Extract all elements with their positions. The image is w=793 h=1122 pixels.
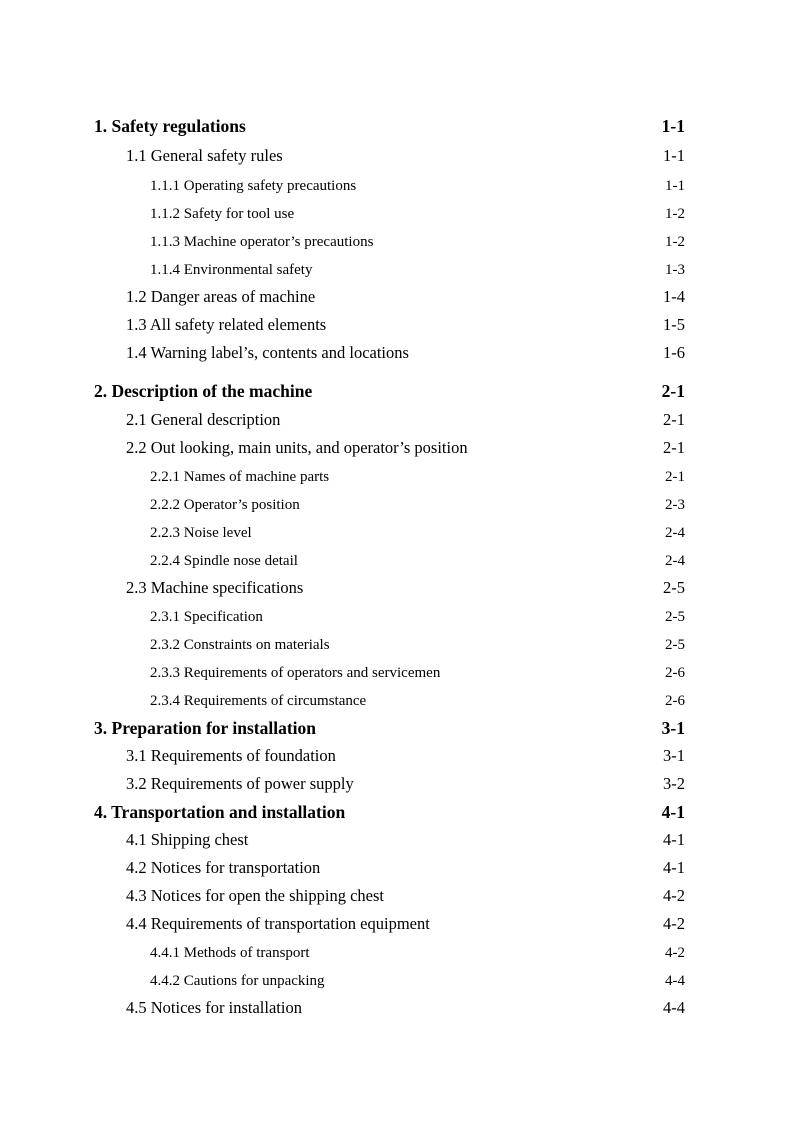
toc-entry-page: 1-1 — [663, 146, 685, 165]
toc-entry[interactable] — [0, 714, 793, 742]
toc-entry[interactable] — [0, 112, 793, 140]
toc-entry-page: 2-5 — [665, 637, 685, 653]
toc-entry-title: 2. Description of the machine — [94, 381, 313, 401]
toc-entry-page: 1-3 — [665, 262, 685, 278]
toc-entry-page: 4-1 — [661, 802, 685, 822]
toc-entry-title: 3. Preparation for installation — [94, 718, 316, 738]
toc-entry[interactable] — [0, 631, 793, 659]
toc-entry-page: 4-4 — [663, 998, 685, 1017]
toc-entry[interactable] — [0, 172, 793, 200]
toc-entry-page: 4-4 — [665, 973, 685, 989]
toc-entry-page: 2-3 — [665, 497, 685, 513]
toc-entry-title: 4.4.2 Cautions for unpacking — [150, 973, 325, 989]
toc-entry[interactable] — [0, 491, 793, 519]
toc-entry-page: 1-4 — [663, 287, 685, 306]
toc-entry[interactable] — [0, 519, 793, 547]
toc-entry-page: 4-1 — [663, 830, 685, 849]
toc-entry-title: 1.1.2 Safety for tool use — [150, 206, 295, 222]
toc-entry[interactable] — [0, 200, 793, 228]
toc-entry-title: 3.2 Requirements of power supply — [126, 774, 354, 793]
toc-entry-title: 4.2 Notices for transportation — [126, 858, 321, 877]
toc-entry[interactable] — [0, 798, 793, 826]
toc-entry-title: 2.2.2 Operator’s position — [150, 497, 300, 513]
toc-entry[interactable] — [0, 142, 793, 170]
toc-entry[interactable] — [0, 742, 793, 770]
toc-entry[interactable] — [0, 463, 793, 491]
toc-entry[interactable] — [0, 406, 793, 434]
toc-entry[interactable] — [0, 311, 793, 339]
toc-entry[interactable] — [0, 603, 793, 631]
toc-entry[interactable] — [0, 967, 793, 995]
toc-entry-title: 1.1 General safety rules — [126, 146, 283, 165]
toc-entry-title: 2.2.3 Noise level — [150, 525, 252, 541]
toc-entry-title: 2.3.2 Constraints on materials — [150, 637, 330, 653]
toc-entry[interactable] — [0, 228, 793, 256]
toc-entry-title: 2.3.4 Requirements of circumstance — [150, 693, 367, 709]
toc-entry-page: 2-5 — [663, 578, 685, 597]
toc-entry[interactable] — [0, 256, 793, 284]
toc-entry-title: 4.4.1 Methods of transport — [150, 945, 310, 961]
toc-entry-title: 1.1.1 Operating safety precautions — [150, 178, 357, 194]
toc-entry-page: 2-5 — [665, 609, 685, 625]
toc-entry-page: 3-2 — [663, 774, 685, 793]
toc-entry-title: 4. Transportation and installation — [94, 802, 346, 822]
toc-entry-page: 1-6 — [663, 343, 685, 362]
toc-entry-page: 3-1 — [661, 718, 685, 738]
toc-entry[interactable] — [0, 339, 793, 367]
toc-entry-page: 1-1 — [665, 178, 685, 194]
toc-entry[interactable] — [0, 770, 793, 798]
toc-entry-page: 2-1 — [661, 381, 685, 401]
toc-entry-page: 4-2 — [663, 886, 685, 905]
toc-entry-title: 2.2.1 Names of machine parts — [150, 469, 330, 485]
toc-entry-title: 2.3.3 Requirements of operators and servicemen — [150, 665, 441, 681]
toc-entry-page: 1-2 — [665, 206, 685, 222]
toc-entry-page: 4-2 — [665, 945, 685, 961]
toc-entry[interactable] — [0, 939, 793, 967]
toc-entry-page: 2-6 — [665, 693, 685, 709]
toc-entry-title: 2.1 General description — [126, 410, 281, 429]
toc-entry[interactable] — [0, 434, 793, 462]
toc-entry-page: 2-1 — [665, 469, 685, 485]
toc-entry-page: 1-1 — [661, 116, 685, 136]
toc-entry-title: 2.3 Machine specifications — [126, 578, 304, 597]
toc-entry-page: 1-2 — [665, 234, 685, 250]
toc-entry[interactable] — [0, 882, 793, 910]
toc-entry-page: 2-1 — [663, 438, 685, 457]
toc-entry-title: 3.1 Requirements of foundation — [126, 746, 336, 765]
toc-entry[interactable] — [0, 687, 793, 715]
toc-entry[interactable] — [0, 377, 793, 405]
toc-entry-page: 2-4 — [665, 553, 685, 569]
toc-entry[interactable] — [0, 283, 793, 311]
toc-entry-page: 1-5 — [663, 315, 685, 334]
toc-entry-page: 2-1 — [663, 410, 685, 429]
toc-entry-page: 2-6 — [665, 665, 685, 681]
toc-entry-title: 1.3 All safety related elements — [126, 315, 327, 334]
toc-entry[interactable] — [0, 910, 793, 938]
toc-entry[interactable] — [0, 826, 793, 854]
toc-entry[interactable] — [0, 659, 793, 687]
toc-entry[interactable] — [0, 854, 793, 882]
toc-entry-title: 4.3 Notices for open the shipping chest — [126, 886, 384, 905]
toc-entry-title: 2.2 Out looking, main units, and operator’s position — [126, 438, 468, 457]
toc-entry-page: 3-1 — [663, 746, 685, 765]
toc-entry-page: 4-2 — [663, 914, 685, 933]
toc-entry[interactable] — [0, 574, 793, 602]
toc-entry-title: 4.4 Requirements of transportation equipment — [126, 914, 430, 933]
toc-entry-title: 2.3.1 Specification — [150, 609, 263, 625]
toc-entry-title: 1.1.3 Machine operator’s precautions — [150, 234, 374, 250]
toc-entry-title: 1. Safety regulations — [94, 116, 246, 136]
toc-entry[interactable] — [0, 547, 793, 575]
toc-entry-title: 1.1.4 Environmental safety — [150, 262, 313, 278]
toc-entry-title: 1.4 Warning label’s, contents and locations — [126, 343, 409, 362]
toc-entry-title: 2.2.4 Spindle nose detail — [150, 553, 298, 569]
toc-entry-page: 2-4 — [665, 525, 685, 541]
toc-entry-page: 4-1 — [663, 858, 685, 877]
toc-entry[interactable] — [0, 994, 793, 1022]
toc-entry-title: 4.1 Shipping chest — [126, 830, 249, 849]
toc-entry-title: 1.2 Danger areas of machine — [126, 287, 316, 306]
toc-entry-title: 4.5 Notices for installation — [126, 998, 302, 1017]
